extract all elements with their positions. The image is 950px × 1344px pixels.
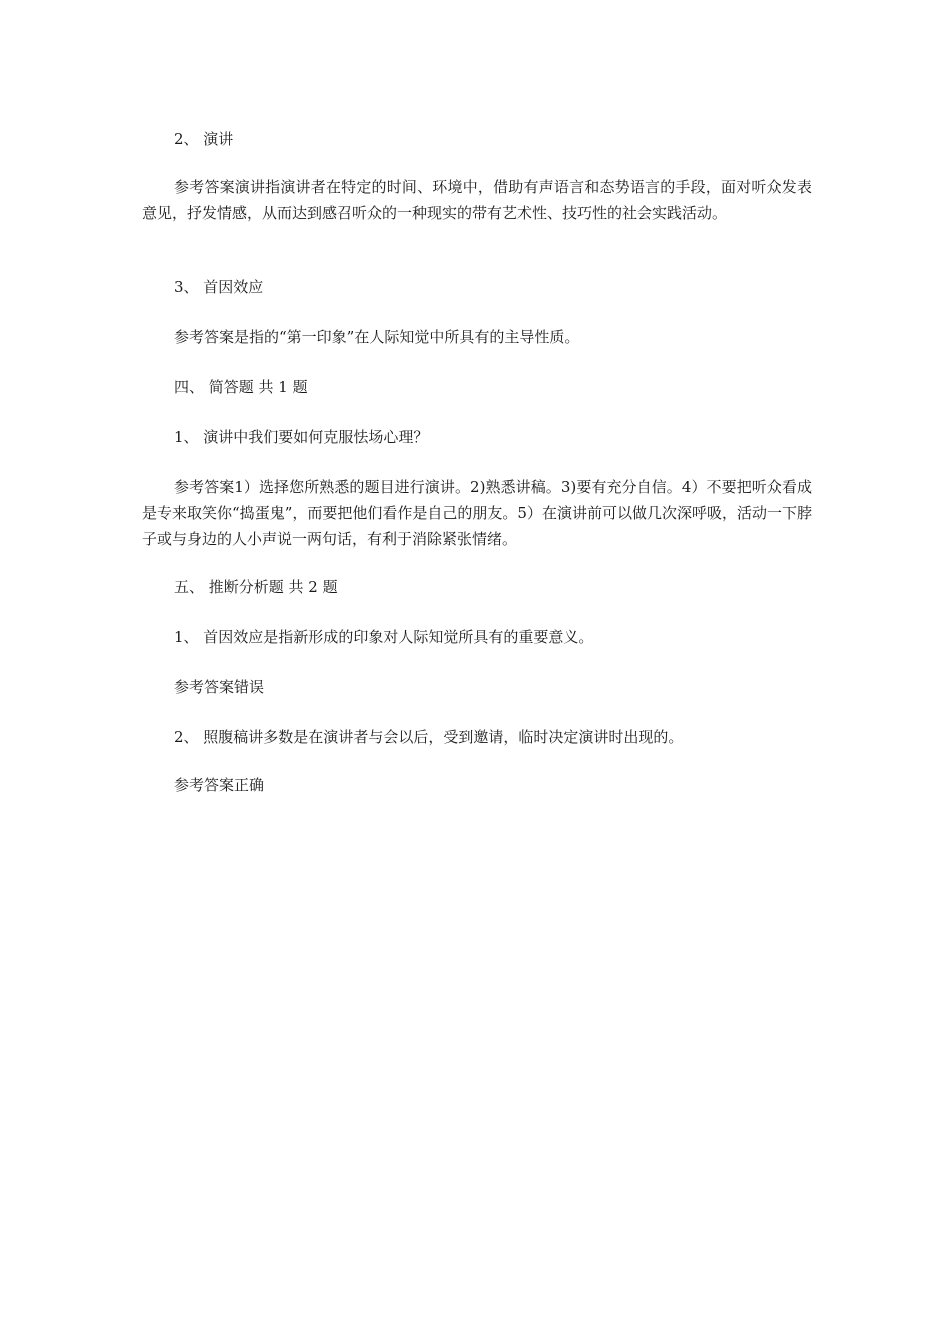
answer-paragraph: 参考答案演讲指演讲者在特定的时间、环境中，借助有声语言和态势语言的手段，面对听众发表意见，抒发情感，从而达到感召听众的一种现实的带有艺术性、技巧性的社会实践活动。 [142,178,812,222]
answer-paragraph: 参考答案1）选择您所熟悉的题目进行演讲。2)熟悉讲稿。3)要有充分自信。4）不要把听众看成是专来取笑你“捣蛋鬼”，而要把他们看作是自己的朋友。5）在演讲前可以做几次深呼吸，活动一下脖子或与身边的人小声说一两句话，有利于消除紧张情绪。 [142,478,812,548]
question-heading: 2、 演讲 [174,130,234,148]
question-heading: 3、 首因效应 [174,278,264,296]
section-heading: 五、 推断分析题 共 2 题 [174,578,338,596]
question-heading: 1、 演讲中我们要如何克服怯场心理？ [174,428,429,446]
answer-paragraph: 参考答案错误 [174,678,265,696]
answer-paragraph: 参考答案正确 [174,776,265,794]
question-heading: 2、 照腹稿讲多数是在演讲者与会以后，受到邀请，临时决定演讲时出现的。 [174,728,684,746]
answer-paragraph: 参考答案是指的“第一印象”在人际知觉中所具有的主导性质。 [174,328,580,346]
question-heading: 1、 首因效应是指新形成的印象对人际知觉所具有的重要意义。 [174,628,594,646]
section-heading: 四、 简答题 共 1 题 [174,378,308,396]
